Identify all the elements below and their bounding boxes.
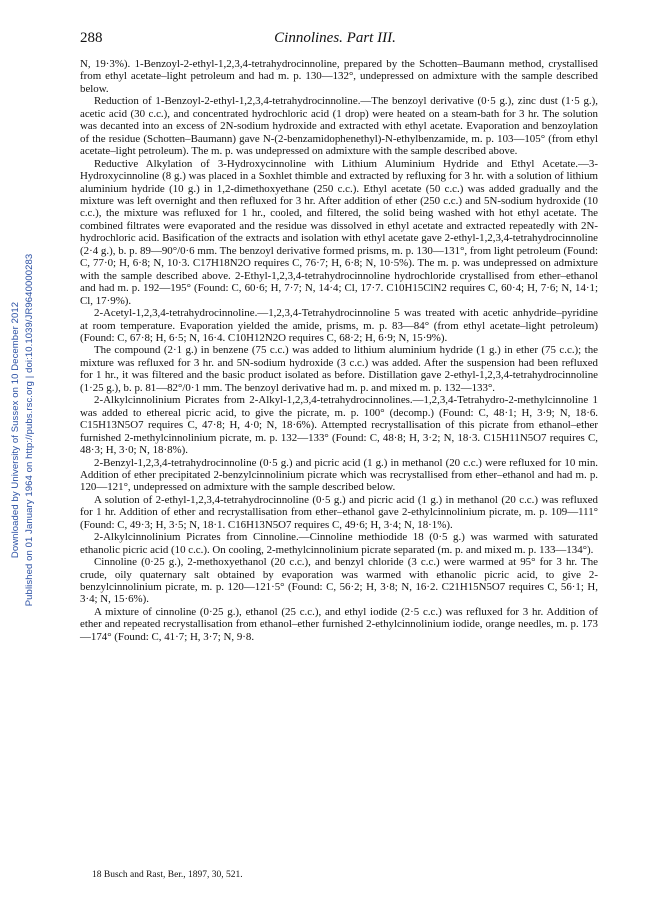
paragraph: 2-Benzyl-1,2,3,4-tetrahydrocinnoline (0·5 g.) and picric acid (1 g.) in methanol (20 c.c.) were refluxed for 10 min. Addition of ether precipitated 2-benzylcinnolinium picrate which was recrystallised from ether–ethanol and had m. p. 120—121°, undepressed on admixture with the sample described below. [80, 456, 598, 494]
footnote: 18 Busch and Rast, Ber., 1897, 30, 521. [92, 870, 243, 880]
paragraph: Reduction of 1-Benzoyl-2-ethyl-1,2,3,4-tetrahydrocinnoline.—The benzoyl derivative (0·5 g.), zinc dust (1·5 g.), acetic acid (30 c.c.), and concentrated hydrochloric acid (1 drop) were heated on a steam-bath for 3 hr. The solution was decanted into an excess of 2N-sodium hydroxide and extracted with ethyl acetate. Evaporation and benzoylation of the residue (Schotten–Baumann) gave N-(2-benzamidophenethyl)-N-ethylbenzamide, m. p. 103—105° (from ethyl acetate–light petroleum). The m. p. was undepressed on admixture with the sample described above. [80, 95, 598, 158]
paragraph: 2-Alkylcinnolinium Picrates from 2-Alkyl-1,2,3,4-tetrahydrocinnolines.—1,2,3,4-Tetrahydro-2-methylcinnoline 1 was added to ethereal picric acid, to give the picrate, m. p. 100° (decomp.) (Found: C, 48·1; H, 3·9; N, 18·6. C15H13N5O7 requires C, 47·8; H, 4·0; N, 18·6%). Attempted recrystallisation of this picrate from ethanol–ether furnished 2-methylcinnolinium picrate, m. p. 132—133° (Found: C, 48·8; H, 3·2; N, 18·3. C15H11N5O7 requires C, 48·3; H, 3·0; N, 18·8%). [80, 394, 598, 457]
downloaded-notice[interactable]: Downloaded by University of Sussex on 10 December 2012 [10, 301, 21, 559]
paragraph: A mixture of cinnoline (0·25 g.), ethanol (25 c.c.), and ethyl iodide (2·5 c.c.) was refluxed for 3 hr. Addition of ether and repeated recrystallisation from ethanol–ether furnished 2-ethylcinnolinium iodide, orange needles, m. p. 173—174° (Found: C, 41·7; H, 3·7; N, 9·8. [80, 605, 598, 643]
paragraph: Reductive Alkylation of 3-Hydroxycinnoline with Lithium Aluminium Hydride and Ethyl Acetate.—3-Hydroxycinnoline (8 g.) was placed in a Soxhlet thimble and extracted by refluxing for 3 hr. with a solution of lithium aluminium hydride (10 g.) in 1,2-dimethoxyethane (250 c.c.). Ethyl acetate (50 c.c.) was added gradually and the mixture was left overnight and then refluxed for 3 hr. After addition of ether (250 c.c.) and 5N-sodium hydroxide (10 c.c.), the mixture was refluxed for 1 hr., cooled, and filtered, the solid being washed with hot ethyl acetate. The combined filtrates were evaporated and the residue was dissolved in ethyl acetate and extracted repeatedly with 2N-hydrochloric acid. Basification of the extracts and isolation with ethyl acetate gave 2-ethyl-1,2,3,4-tetrahydrocinnoline (2·4 g.), b. p. 89—90°/0·6 mm. The benzoyl derivative formed prisms, m. p. 130—131°, from light petroleum (Found: C, 77·0; H, 6·8; N, 10·3. C17H18N2O requires C, 76·7; H, 6·8; N, 10·5%). The m. p. was undepressed on admixture with the sample described above. 2-Ethyl-1,2,3,4-tetrahydrocinnoline hydrochloride crystallised from ether–ethanol and had m. p. 192—195° (Found: C, 60·6; H, 7·7; N, 14·4; Cl, 17·7. C10H15ClN2 requires C, 60·4; H, 7·6; N, 14·1; Cl, 17·9%). [80, 157, 598, 307]
page-header [80, 30, 590, 48]
page-number: 288 [80, 30, 103, 46]
paragraph: 2-Acetyl-1,2,3,4-tetrahydrocinnoline.—1,2,3,4-Tetrahydrocinnoline 5 was treated with acetic anhydride–pyridine at room temperature. Evaporation yielded the amide, prisms, m. p. 83—84° (from ethyl acetate–light petroleum) (Found: C, 67·8; H, 6·5; N, 16·4. C10H12N2O requires C, 68·2; H, 6·9; N, 15·9%). [80, 307, 598, 344]
paragraph: Cinnoline (0·25 g.), 2-methoxyethanol (20 c.c.), and benzyl chloride (3 c.c.) were warmed at 95° for 3 hr. The crude, oily quaternary salt obtained by evaporation was warmed with ethanolic picric acid, to give 2-benzylcinnolinium picrate, m. p. 120—121·5° (Found: C, 56·2; H, 3·8; N, 16·2. C21H15N5O7 requires C, 56·1; H, 3·4; N, 15·6%). [80, 556, 598, 606]
article-body [80, 58, 598, 643]
published-notice[interactable]: Published on 01 January 1964 on http://pubs.rsc.org | doi:10.1039/JR9640000283 [24, 253, 35, 607]
paragraph: N, 19·3%). 1-Benzoyl-2-ethyl-1,2,3,4-tetrahydrocinnoline, prepared by the Schotten–Baumann method, crystallised from ethyl acetate–light petroleum and had m. p. 130—132°, undepressed on admixture with the sample described below. [80, 58, 598, 95]
running-title: Cinnolines. Part III. [274, 30, 396, 46]
paragraph: The compound (2·1 g.) in benzene (75 c.c.) was added to lithium aluminium hydride (1 g.) in ether (75 c.c.); the mixture was refluxed for 3 hr. and 5N-sodium hydroxide (3 c.c.) was added. After the suspension had been refluxed for 1 hr., it was filtered and the basic product isolated as before. Distillation gave 2-ethyl-1,2,3,4-tetrahydrocinnoline (1·25 g.), b. p. 81—82°/0·1 mm. The benzoyl derivative had m. p. and mixed m. p. 132—133°. [80, 344, 598, 394]
paragraph: A solution of 2-ethyl-1,2,3,4-tetrahydrocinnoline (0·5 g.) and picric acid (1 g.) in methanol (20 c.c.) was refluxed for 1 hr. Addition of ether and recrystallisation from ether–ethanol gave 2-ethylcinnolinium picrate, m. p. 109—111° (Found: C, 49·3; H, 3·5; N, 18·1. C16H13N5O7 requires C, 49·6; H, 3·4; N, 18·1%). [80, 493, 598, 531]
paragraph: 2-Alkylcinnolinium Picrates from Cinnoline.—Cinnoline methiodide 18 (0·5 g.) was warmed with saturated ethanolic picric acid (10 c.c.). On cooling, 2-methylcinnolinium picrate separated (m. p. and mixed m. p. 133—134°). [80, 531, 598, 556]
download-watermark [4, 150, 40, 710]
